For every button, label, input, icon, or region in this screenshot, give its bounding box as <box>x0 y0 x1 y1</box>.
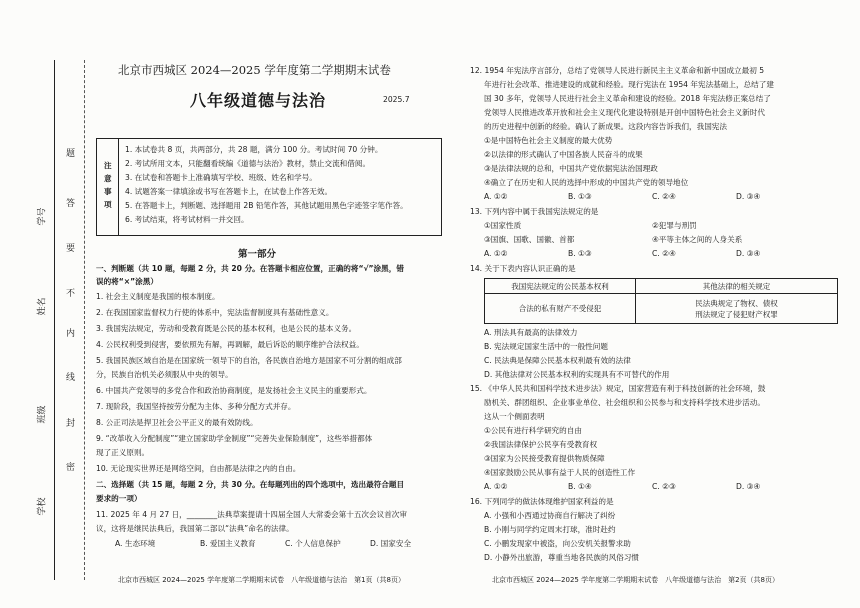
choice-heading: 要求的一项） <box>96 494 142 503</box>
option: A. 生态环境 <box>115 539 156 548</box>
option: D. 小静外出旅游，尊重当地各民族的风俗习惯 <box>484 553 639 562</box>
cut-line <box>84 60 85 580</box>
option: D. ③④ <box>736 192 761 201</box>
page-footer: 北京市西城区 2024—2025 学年度第二学期期末试卷 八年级道德与法治 第1页（共8页） <box>118 576 405 584</box>
option: D. 其他法律对公民基本权利的实现具有不可替代的作用 <box>484 370 670 379</box>
question-text: 党领导人民推进改革开放和社会主义现代化建设特别是开创中国特色社会主义新时代 <box>484 108 765 117</box>
option: A. ①② <box>484 249 508 258</box>
judge-item: 4. 公民权利受到侵害，要依照先有解，再调解，最后诉讼的顺序维护合法权益。 <box>96 340 364 349</box>
notice-item: 6. 考试结束，将考试材料一并交回。 <box>125 215 249 224</box>
option: C. ②③ <box>652 482 676 491</box>
item: ②我国法律保护公民享有受教育权 <box>484 440 598 449</box>
item: ③国旗、国歌、国徽、首都 <box>484 235 575 244</box>
option: A. 小强和小西通过协商自行解决了纠纷 <box>484 511 616 520</box>
judge-item: 10. 无论现实世界还是网络空间，自由都是法律之内的自由。 <box>96 464 301 473</box>
binding-line <box>54 60 55 580</box>
option: B. 爱国主义教育 <box>200 539 256 548</box>
judge-item: 1. 社会主义制度是我国的根本制度。 <box>96 292 220 301</box>
question-text: 的历史进程中创新的经验。确认了新成果。这段内容告诉我们，我国宪法 <box>484 122 727 131</box>
item: ①国家性质 <box>484 221 522 230</box>
judge-item: 现了正义原则。 <box>96 448 150 457</box>
notice-label: 意 <box>104 174 112 183</box>
question-text: 16. 下列同学的做法体现维护国家利益的是 <box>470 497 614 506</box>
margin-word: 线 <box>64 372 74 382</box>
judge-item: 2. 在我国国家监督权力行使的体系中，宪法监督制度具有基础性意义。 <box>96 308 334 317</box>
judge-item: 6. 中国共产党领导的多党合作和政治协商制度，是发扬社会主义民主的重要形式。 <box>96 386 372 395</box>
judge-item: 7. 现阶段，我国坚持按劳分配为主体、多种分配方式并存。 <box>96 402 296 411</box>
page-footer: 北京市西城区 2024—2025 学年度第二学期期末试卷 八年级道德与法治 第2页（共8页） <box>492 576 779 584</box>
option: A. 刑法具有最高的法律效力 <box>484 328 578 337</box>
option: C. 个人信息保护 <box>285 539 341 548</box>
judge-heading: 误的将“×”涂黑） <box>96 277 158 286</box>
class-label: 班级 <box>37 405 48 424</box>
table-header: 其他法律的相关规定 <box>636 279 838 294</box>
item: ④确立了在历史和人民的选择中形成的中国共产党的领导地位 <box>484 178 689 187</box>
question-text: 15. 《中华人民共和国科学技术进步法》规定，国家营造有利于科技创新的社会环境，鼓 <box>470 384 766 393</box>
table-cell: 合法的私有财产不受侵犯 <box>485 294 636 324</box>
question-text: 14. 关于下表内容认识正确的是 <box>470 264 576 273</box>
margin-word: 封 <box>64 418 74 428</box>
notice-item: 3. 在试卷和答题卡上准确填写学校、班级、姓名和学号。 <box>125 173 317 182</box>
question-text: 12. 1954 年宪法序言部分，总结了党领导人民进行新民主主义革命和新中国成立最初 5 <box>470 66 765 75</box>
option: D. 国家安全 <box>370 539 412 548</box>
exam-date: 2025.7 <box>383 95 410 104</box>
option: B. 小刚与同学约定周末打球，准时赴约 <box>484 525 616 534</box>
question-text: 议，这将是继民法典后，我国第二部以“法典”命名的法律。 <box>96 524 294 533</box>
item: ④平等主体之间的人身关系 <box>652 235 743 244</box>
question-text: 年进行社会改革、推进建设的成就和经验。现行宪法在 1954 年宪法基础上，总结了建 <box>484 80 774 89</box>
option: A. ①② <box>484 192 508 201</box>
question-text: 13. 下列内容中属于我国宪法规定的是 <box>470 207 599 216</box>
notice-item: 5. 在答题卡上，判断题、选择题用 2B 铅笔作答，其他试题用黑色字迹签字笔作答。 <box>125 201 408 210</box>
option: C. ②④ <box>652 249 676 258</box>
question-text: 励机关、群团组织、企业事业单位、社会组织和公民参与和支持科学技术进步活动。 <box>484 398 765 407</box>
table-cell: 民法典规定了物权、债权 刑法规定了侵犯财产权罪 <box>636 294 838 324</box>
item: ②以法律的形式确认了中国各族人民奋斗的成果 <box>484 150 643 159</box>
item: ③是法律法规的总和，中国共产党依据宪法治国理政 <box>484 164 658 173</box>
item: ①是中国特色社会主义制度的最大优势 <box>484 136 613 145</box>
option: C. 小鹏发现家中被盗，向公安机关报警求助 <box>484 539 631 548</box>
margin-word: 答 <box>64 198 74 208</box>
item: ③国家为公民接受教育提供物质保障 <box>484 454 605 463</box>
notice-item: 4. 试题答案一律填涂或书写在答题卡上，在试卷上作答无效。 <box>125 187 333 196</box>
judge-heading: 一、判断题（共 10 题，每题 2 分，共 20 分。在答题卡相应位置，正确的将“√”涂黑，错 <box>96 264 404 273</box>
judge-item: 9. “改革收入分配制度”“建立国家助学金制度”“完善失业保险制度”，这些举措都体 <box>96 434 373 443</box>
option: D. ③④ <box>736 482 761 491</box>
choice-heading: 二、选择题（共 15 题，每题 2 分，共 30 分。在每题列出的四个选项中，选出最符合题目 <box>96 480 405 489</box>
part-title: 第一部分 <box>238 249 277 260</box>
item: ④国家鼓励公民从事有益于人民的创造性工作 <box>484 468 636 477</box>
exam-title: 北京市西城区 2024—2025 学年度第二学期期末试卷 <box>118 63 391 77</box>
option: B. 宪法规定国家生活中的一般性问题 <box>484 342 608 351</box>
item: ①公民有进行科学研究的自由 <box>484 426 582 435</box>
margin-word: 密 <box>64 462 74 472</box>
notice-item: 1. 本试卷共 8 页，共两部分，共 28 题，满分 100 分。考试时间 70 分钟。 <box>125 145 383 154</box>
margin-word: 要 <box>64 243 74 253</box>
option: C. 民法典是保障公民基本权利最有效的法律 <box>484 356 631 365</box>
option: B. ①④ <box>568 482 592 491</box>
option: D. ③④ <box>736 249 761 258</box>
table-header: 我国宪法规定的公民基本权利 <box>485 279 636 294</box>
judge-item: 5. 我国民族区域自治是在国家统一领导下的自治，各民族自治地方是国家不可分割的组成部 <box>96 356 402 365</box>
item: ②犯罪与刑罚 <box>652 221 697 230</box>
judge-item: 8. 公正司法是捍卫社会公平正义的最有效防线。 <box>96 418 258 427</box>
notice-label: 事 <box>104 187 112 196</box>
judge-item: 分，民族自治机关必须服从中央的领导。 <box>96 370 233 379</box>
question-text: 11. 2025 年 4 月 27 日，________法典草案提请十四届全国人大常委会第十五次会议首次审 <box>96 510 407 519</box>
option: C. ②④ <box>652 192 676 201</box>
option: B. ①③ <box>568 192 592 201</box>
question-text: 国 30 多年，党领导人民进行社会主义革命和建设的经验。2018 年宪法修正案总结了 <box>484 94 771 103</box>
question-text: 这从一个侧面表明 <box>484 412 545 421</box>
notice-item: 2. 考试所用文本，只能翻看统编《道德与法治》教材，禁止交流和借阅。 <box>125 159 371 168</box>
option: B. ①③ <box>568 249 592 258</box>
subject-title: 八年级道德与法治 <box>190 91 327 110</box>
name-label: 姓名 <box>37 297 48 316</box>
option: A. ①② <box>484 482 508 491</box>
margin-word: 题 <box>64 148 74 158</box>
student-id-label: 学号 <box>37 207 48 226</box>
school-label: 学校 <box>37 497 48 516</box>
margin-word: 内 <box>64 328 74 338</box>
judge-item: 3. 我国宪法规定，劳动和受教育既是公民的基本权利，也是公民的基本义务。 <box>96 324 357 333</box>
margin-word: 不 <box>64 288 74 298</box>
q14-table <box>484 278 838 324</box>
notice-label: 注 <box>104 161 112 170</box>
notice-label: 项 <box>104 200 112 209</box>
